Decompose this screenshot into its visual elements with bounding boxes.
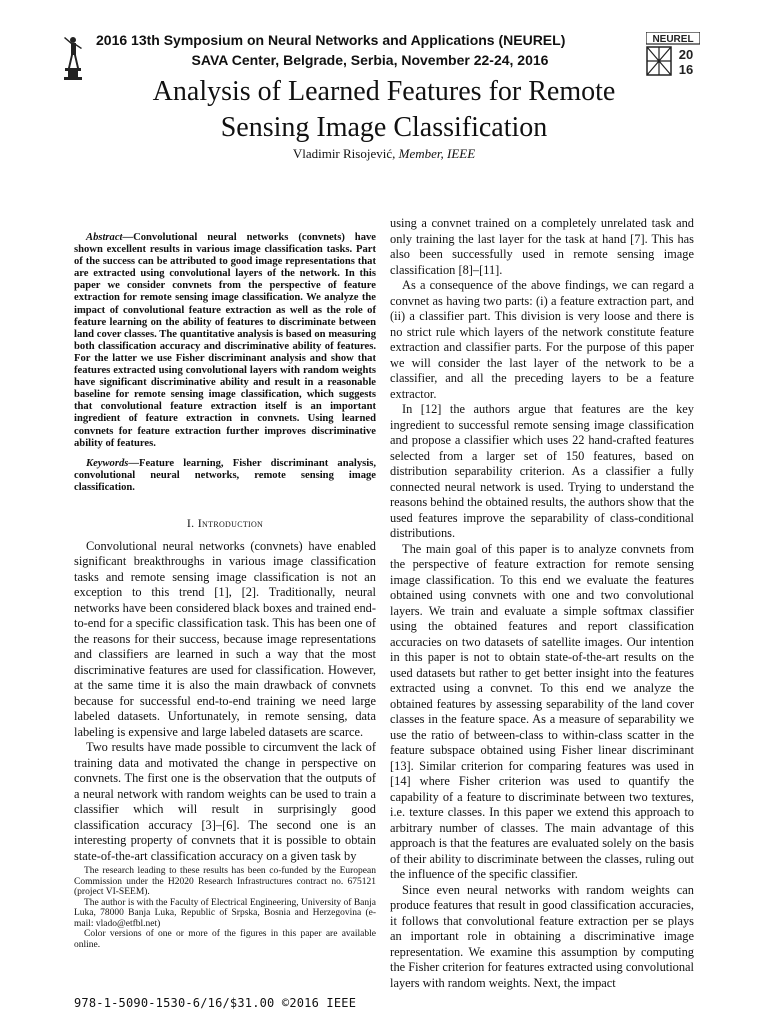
paper-title-line1: Analysis of Learned Features for Remote <box>152 76 616 107</box>
body-paragraph: Convolutional neural networks (convnets) have enabled significant breakthroughs in various image classification tasks and remote sensing image classification is not an exception to this trend [1], [2]. Traditionally, neural networks have been considered black boxes and trained end-to-end for a specific classification task. This has been one of the reasons for their success, because image representations and classifiers are learned in such a way that the most discriminative features are used for classification. However, at the same time it is also the main drawback of convnets because for successful end-to-end training we need large labeled datasets. Unfortunately, in remote sensing, data labeling is expensive and large labeled datasets are scarce. <box>74 538 376 739</box>
body-paragraph: Since even neural networks with random weights can produce features that result in good classification accuracies, it follows that convolutional feature extraction per se plays an important role in obtaining a discriminative image representation. We examine this assumption by computing the Fisher criterion for features extracted using convolutional layers with random weights. Next, the impact <box>390 882 694 990</box>
section-title: Introduction <box>197 515 264 530</box>
footnotes <box>74 866 376 950</box>
right-column <box>390 216 694 991</box>
logo-year-top: 20 <box>678 47 694 62</box>
section-number: I. <box>186 515 195 530</box>
keywords-label: Keywords <box>86 457 129 469</box>
body-paragraph: using a convnet trained on a completely unrelated task and only training the last layer for the task at hand [7]. This has also been successfully used in remote sensing image classification [8]–[11]. <box>390 216 694 277</box>
left-column <box>74 232 376 864</box>
author-role: Member, IEEE <box>398 146 476 161</box>
abstract-text: —Convolutional neural networks (convnets) have shown excellent results in various image classification tasks. Part of the success can be attributed to good image representations that are extracted using convolutional layers of the network. In this paper we consider convnets from the perspective of feature extraction for remote sensing image classification. We analyze the impact of convolutional feature extraction as well as the role of feature learning on the ability of features to discriminate between land cover classes. The quantitative analysis is based on measuring both classification accuracy and discriminative ability of features. For the latter we use Fisher discriminant analysis and show that features extracted using convolutional layers with random weights have significant discriminative ability and result in a reasonable baseline for remote sensing image classification, which suggests that convolutional feature extraction itself is an important ingredient of feature extraction in convnets. Using learned convnets for feature extraction further improves discriminative ability of features. <box>74 232 376 449</box>
paper-title-line2: Sensing Image Classification <box>220 112 548 143</box>
abstract-label: Abstract <box>86 232 123 243</box>
keywords <box>74 458 376 494</box>
keywords-text: —Feature learning, Fisher discriminant analysis, convolutional neural networks, remote sensing image classification. <box>74 457 376 493</box>
paper-title <box>60 74 708 146</box>
author-name: Vladimir Risojević, <box>292 146 396 161</box>
footnote-funding: The research leading to these results has been co-funded by the European Commission under the H2020 Research Infrastructures contract no. 675121 (project VI-SEEM). <box>74 866 376 897</box>
logo-word: NEUREL <box>652 34 694 45</box>
logo-year-bottom: 16 <box>678 62 694 76</box>
author-line <box>0 146 768 162</box>
conference-venue: SAVA Center, Belgrade, Serbia, November 22-24, 2016 <box>191 52 549 68</box>
section-heading-introduction <box>74 516 376 531</box>
neurel-logo <box>646 32 700 76</box>
footnote-color: Color versions of one or more of the figures in this paper are available online. <box>74 929 376 950</box>
body-paragraph: The main goal of this paper is to analyze convnets from the perspective of feature extraction for remote sensing image classification. To this end we evaluate the features obtained using convnets with one and two convolutional layers. We train and evaluate a simple softmax classifier using the obtained features and report classification accuracies on two datasets of satellite images. Our intention in this paper is not to obtain state-of-the-art results on the used datasets but rather to get better insight into the features extracted using a convnet. To this end we analyze the obtained features by assessing separability of the land cover classes in the feature space. As a measure of separability we use the ratio of between-class to within-class scatter in the feature subspace obtained using Fisher linear discriminant [13]. Similar criterion for comparing features was used in [14] where Fisher criterion was used to quantify the capability of a feature to discriminate between two textures, i.e. texture classes. In this paper we extend this approach to arbitrary number of classes. The main advantage of this approach is that the features are evaluated solely on the basis of their ability to discriminate between the classes, ruling out the influence of the specific classifier. <box>390 541 694 881</box>
copyright-footer: 978-1-5090-1530-6/16/$31.00 ©2016 IEEE <box>74 996 357 1010</box>
body-paragraph: In [12] the authors argue that features are the key ingredient to successful remote sensing image classification and propose a classifier which uses 22 hand-crafted features selected from a larger set of 150 features, based on distribution separability criterion. As a classifier a fully connected neural network is used. Trying to understand the reasons behind the obtained results, the authors show that the used features improve the separability of class-conditional distributions. <box>390 402 694 540</box>
conference-name: 2016 13th Symposium on Neural Networks and Applications (NEUREL) <box>96 32 566 48</box>
abstract <box>74 232 376 450</box>
body-paragraph: Two results have made possible to circumvent the lack of training data and motivated the change in perspective on convnets. The first one is the observation that the outputs of a neural network with random weights can be used to train a classifier which will result in surprisingly good classification accuracy [3]–[6]. The second one is an interesting property of convnets that it is possible to obtain state-of-the-art classification accuracy on a given task by <box>74 740 376 863</box>
conference-header <box>0 30 768 78</box>
footnote-affiliation: The author is with the Faculty of Electrical Engineering, University of Banja Luka, 78000 Banja Luka, Republic of Srpska, Bosnia and Herzegovina (e-mail: vlado@etfbl.net) <box>74 897 376 929</box>
body-paragraph: As a consequence of the above findings, we can regard a convnet as having two parts: (i) a feature extraction part, and (ii) a classifier part. This division is very loose and there is no strict rule which layers of the network constitute feature extraction and classifier parts. For the purpose of this paper we will consider the last layer of the network to be a classifier, and all the preceding layers to be a feature extractor. <box>390 278 694 401</box>
